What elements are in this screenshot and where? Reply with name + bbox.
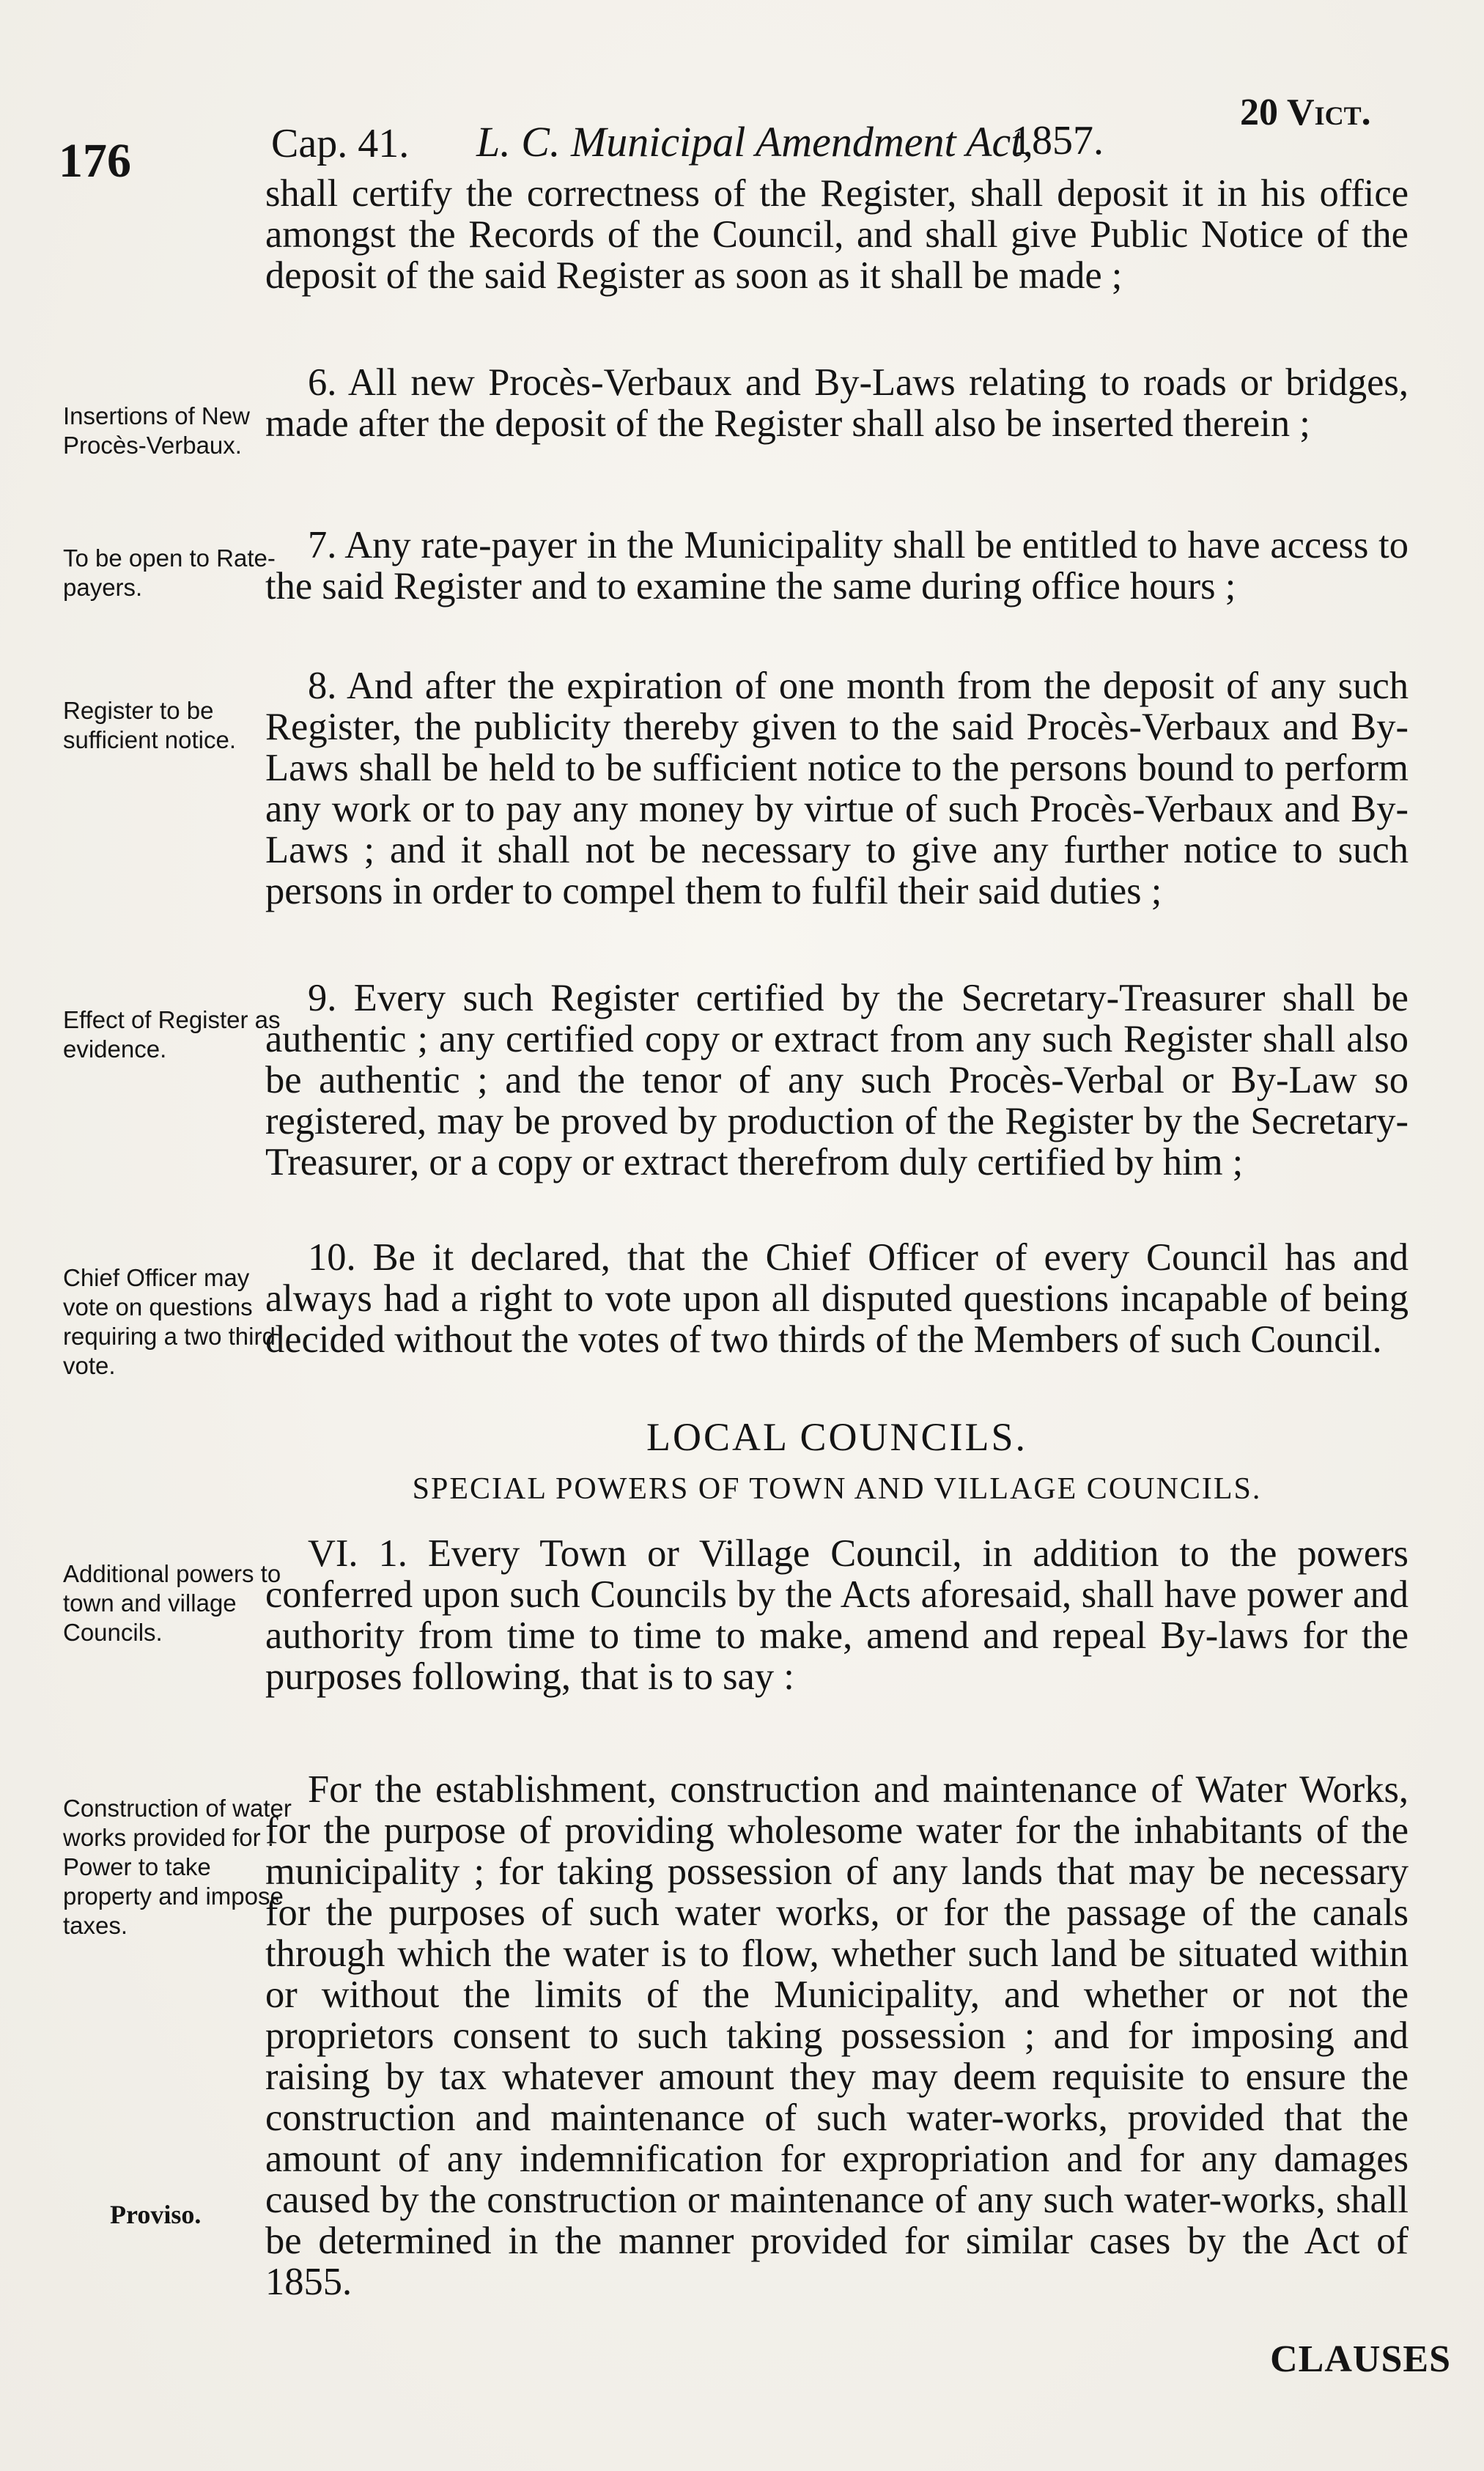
chapter-label: Cap. 41. [271,121,410,166]
water-works-paragraph: For the establishment, construction and maintenance of Water Works, for the purpose of providing wholesome water for the inhabitants of the municipality ; for taking possession of any lands that may be necessary for the purposes of such water works, or for the passage of the canals through which the water is to flow, whether such land be situated within or without the limits of the Municipality, and whether or not the proprietors consent to such taking possession ; and for imposing and raising by tax whatever amount they may deem requisite to ensure the construction and maintenance of such water-works, provided that the amount of any indemnification for expropriation and for any damages caused by the construction or maintenance of any such water-works, shall be determined in the manner provided for similar cases by the Act of 1855. [265,1768,1409,2303]
margin-note-register-notice: Register to be sufficient notice. [63,697,237,753]
margin-note-rate-payers: To be open to Rate-payers. [63,544,276,601]
catchword: CLAUSES [1270,2338,1451,2380]
paragraph-continuation: shall certify the correctness of the Register, shall deposit it in his office amongst the Records of the Council, and shall give Public Notice of the deposit of the said Register as soon as it shall be made ; [265,172,1409,297]
margin-note-chief-officer: Chief Officer may vote on questions requiring a two third vote. [63,1264,276,1379]
margin-note-evidence: Effect of Register as evidence. [63,1006,281,1063]
margin-note-additional-powers: Additional powers to town and village Councils. [63,1560,281,1646]
clause-6: 6. All new Procès-Verbaux and By-Laws relating to roads or bridges, made after the deposit of the Register shall also be inserted therein ; [265,361,1409,445]
clause-10: 10. Be it declared, that the Chief Officer of every Council has and always had a right to vote upon all disputed questions incapable of being decided without the votes of two thirds of the Members of such Council. [265,1236,1409,1361]
heading-special-powers: SPECIAL POWERS OF TOWN AND VILLAGE COUNCILS. [412,1472,1262,1506]
heading-local-councils: LOCAL COUNCILS. [646,1415,1027,1459]
margin-note-proviso: Proviso. [110,2200,202,2229]
act-year: 1857. [1011,118,1104,163]
act-title: L. C. Municipal Amendment Act, [476,118,1033,166]
clause-8: 8. And after the expiration of one month from the deposit of any such Register, the publicity thereby given to the said Procès-Verbaux and By-Laws shall be held to be sufficient notice to the persons bound to perform any work or to pay any money by virtue of such Procès-Verbaux and By-Laws ; and it shall not be necessary to give any further notice to such persons in order to compel them to fulfil their said duties ; [265,665,1409,912]
regnal-year: 20 Vict. [1240,92,1371,133]
page-header [59,88,1444,188]
margin-note-insertions: Insertions of New Procès-Verbaux. [63,402,250,459]
margin-note-water-works: Construction of water works provided for : Power to take property and impose taxes. [63,1795,292,1939]
clause-9: 9. Every such Register certified by the Secretary-Treasurer shall be authentic ; any certified copy or extract from any such Register shall also be authentic ; and the tenor of any such Procès-Verbal or By-Law so registered, may be proved by production of the Register by the Secretary-Treasurer, or a copy or extract therefrom duly certified by him ; [265,977,1409,1183]
page-number: 176 [59,134,131,188]
section-vi-clause-1: VI. 1. Every Town or Village Council, in addition to the powers conferred upon such Councils by the Acts aforesaid, shall have power and authority from time to time to make, amend and repeal By-laws for the purposes following, that is to say : [265,1532,1409,1698]
clause-7: 7. Any rate-payer in the Municipality shall be entitled to have access to the said Register and to examine the same during office hours ; [265,524,1409,607]
